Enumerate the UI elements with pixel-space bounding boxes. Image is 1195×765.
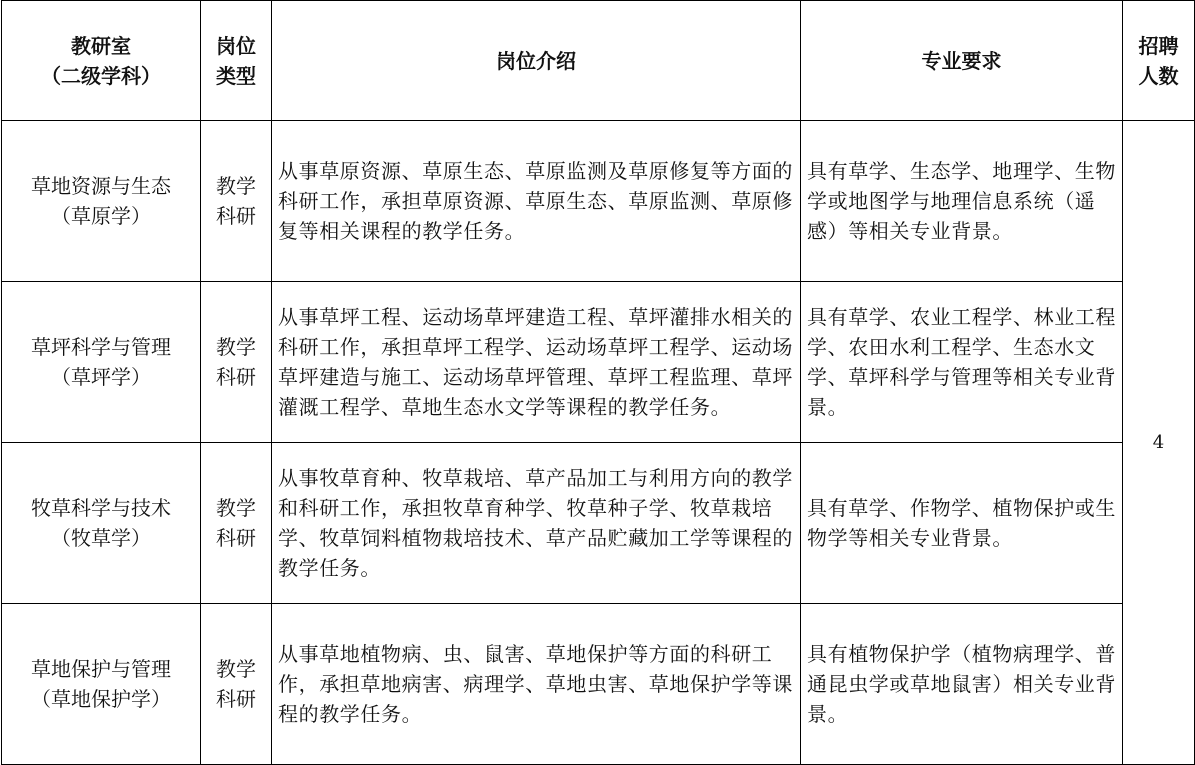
position-type-cell: 教学 科研 (201, 443, 272, 604)
header-department: 教研室 （二级学科） (2, 1, 201, 121)
header-position-intro: 岗位介绍 (272, 1, 801, 121)
header-recruit-count: 招聘 人数 (1123, 1, 1195, 121)
table-row (2, 604, 1195, 765)
table-row (2, 443, 1195, 604)
position-intro-cell: 从事草原资源、草原生态、草原监测及草原修复等方面的科研工作，承担草原资源、草原生态、草原监测、草原修复等相关课程的教学任务。 (272, 121, 801, 282)
requirement-cell: 具有植物保护学（植物病理学、普通昆虫学或草地鼠害）相关专业背景。 (801, 604, 1123, 765)
header-requirement: 专业要求 (801, 1, 1123, 121)
department-cell: 牧草科学与技术 （牧草学） (2, 443, 201, 604)
position-intro-cell: 从事牧草育种、牧草栽培、草产品加工与利用方向的教学和科研工作，承担牧草育种学、牧草种子学、牧草栽培学、牧草饲料植物栽培技术、草产品贮藏加工学等课程的教学任务。 (272, 443, 801, 604)
position-type-cell: 教学 科研 (201, 282, 272, 443)
department-cell: 草坪科学与管理 （草坪学） (2, 282, 201, 443)
position-intro-cell: 从事草地植物病、虫、鼠害、草地保护等方面的科研工作，承担草地病害、病理学、草地虫害、草地保护学等课程的教学任务。 (272, 604, 801, 765)
department-cell: 草地保护与管理 （草地保护学） (2, 604, 201, 765)
position-intro-cell: 从事草坪工程、运动场草坪建造工程、草坪灌排水相关的科研工作，承担草坪工程学、运动场草坪工程学、运动场草坪建造与施工、运动场草坪管理、草坪工程监理、草坪灌溉工程学、草地生态水文学等课程的教学任务。 (272, 282, 801, 443)
position-type-cell: 教学 科研 (201, 604, 272, 765)
table-row (2, 282, 1195, 443)
requirement-cell: 具有草学、生态学、地理学、生物学或地图学与地理信息系统（遥感）等相关专业背景。 (801, 121, 1123, 282)
department-cell: 草地资源与生态 （草原学） (2, 121, 201, 282)
header-row (2, 1, 1195, 121)
header-position-type: 岗位 类型 (201, 1, 272, 121)
recruit-count-cell: 4 (1123, 121, 1195, 765)
recruitment-table (1, 0, 1195, 765)
requirement-cell: 具有草学、作物学、植物保护或生物学等相关专业背景。 (801, 443, 1123, 604)
position-type-cell: 教学 科研 (201, 121, 272, 282)
table-row (2, 121, 1195, 282)
requirement-cell: 具有草学、农业工程学、林业工程学、农田水利工程学、生态水文学、草坪科学与管理等相关专业背景。 (801, 282, 1123, 443)
